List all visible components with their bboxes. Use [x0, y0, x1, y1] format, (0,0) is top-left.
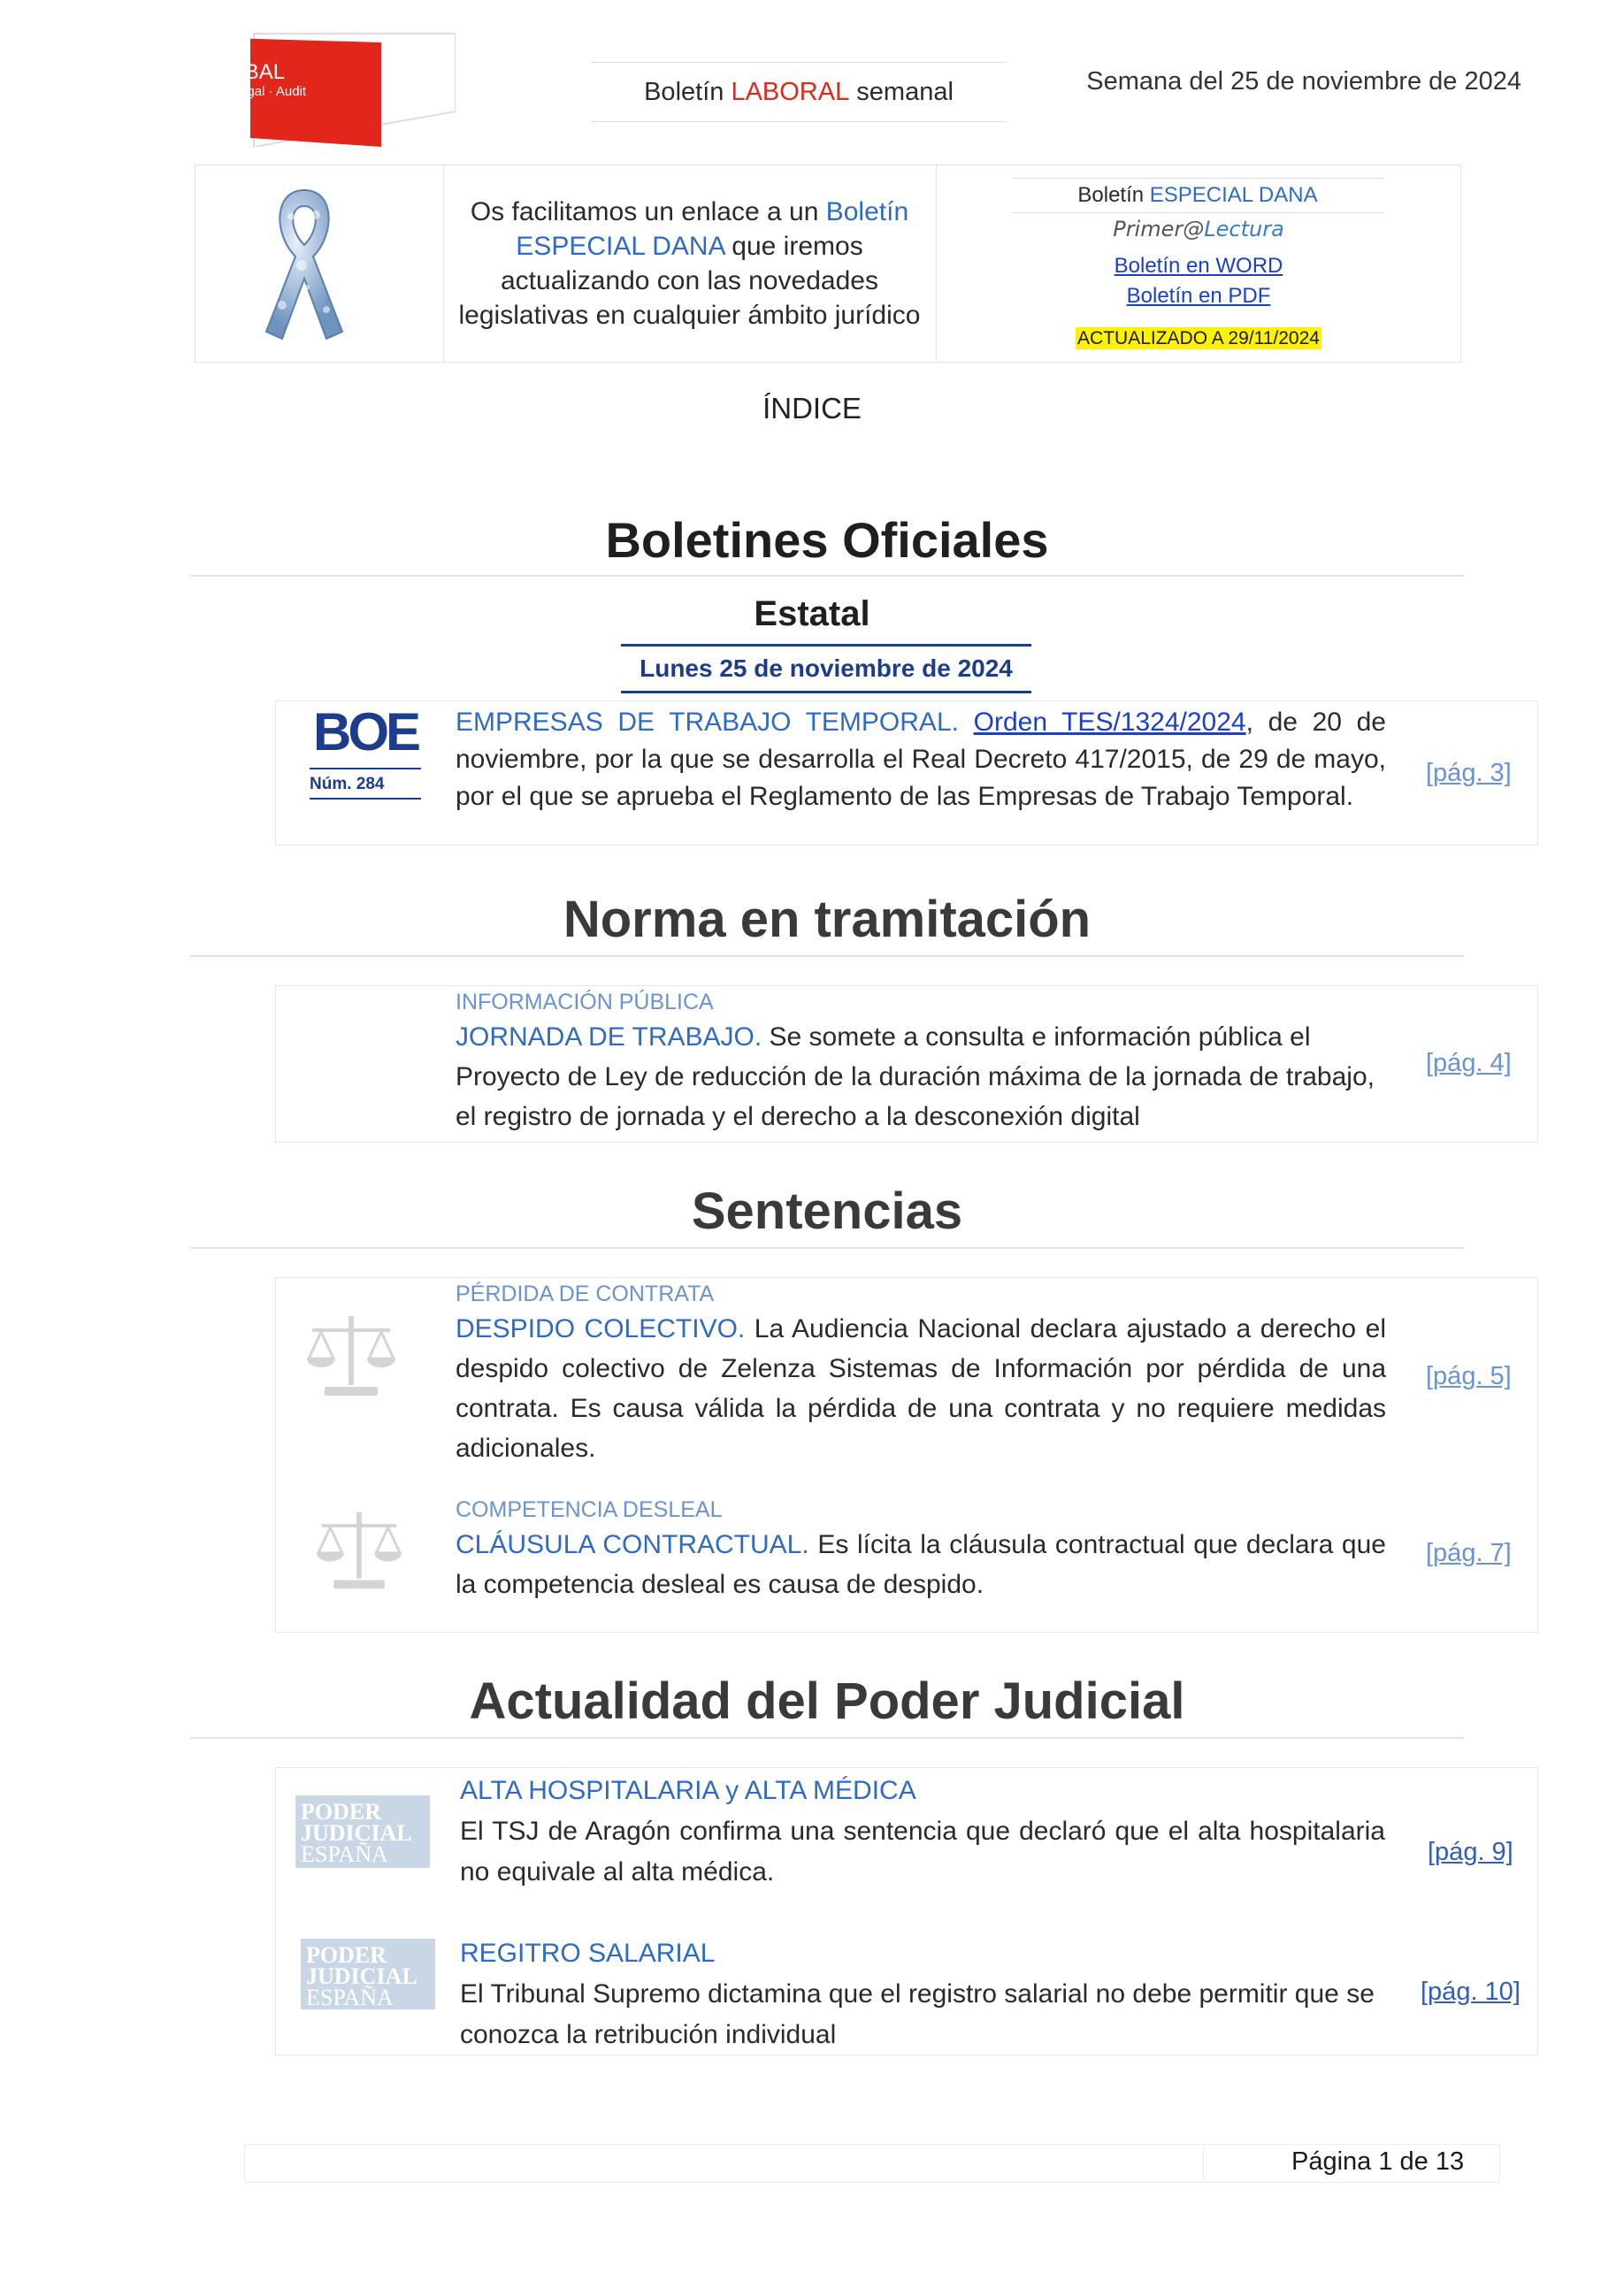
especial-dana-title: [1012, 178, 1383, 213]
entry-jornada-text: Se somete a consulta e información pública el Proyecto de Ley de reducción de la duración máxima de la jornada de trabajo, el registro de jornada y el derecho a la desconexión digital: [456, 1022, 1375, 1131]
entry-registro: [460, 1933, 1385, 2055]
pj-line3: ESPAÑA: [301, 1841, 388, 1867]
entry-ett-text: , de 20 de noviembre, por la que se desarrolla el Real Decreto 417/2015, de 29 de mayo, por el que se aprueba el Reglamento de las Empresas de Trabajo Temporal.: [456, 708, 1386, 811]
subsection-estatal: Estatal: [754, 594, 870, 633]
dana-links-cell: [937, 165, 1460, 362]
entry-despido-category: PÉRDIDA DE CONTRATA: [456, 1282, 715, 1306]
pj-line2: JUDICIAL: [306, 1963, 417, 1989]
pj-line2: JUDICIAL: [301, 1820, 412, 1846]
date-bar: Lunes 25 de noviembre de 2024: [621, 644, 1031, 693]
footer-divider: [1203, 2144, 1204, 2183]
boe-logo-text: BOE: [312, 706, 418, 759]
lectura-text: Lectura: [1204, 217, 1284, 241]
updated-badge: [937, 328, 1460, 349]
section-boletines-oficiales: Boletines Oficiales: [190, 506, 1464, 577]
page-link-4[interactable]: [pág. 4]: [1426, 1049, 1512, 1077]
ribbon-cell: [195, 165, 444, 362]
page-link-9[interactable]: [pág. 9]: [1428, 1838, 1513, 1866]
dana-description: [443, 165, 937, 362]
entry-despido-text: La Audiencia Nacional declara ajustado a derecho el despido colectivo de Zelenza Sistemas de Información por pérdida de una contrata. Es causa válida la pérdida de una contrata y no requiere medidas adicionales.: [456, 1314, 1386, 1463]
entry-alta-head: ALTA HOSPITALARIA y ALTA MÉDICA: [460, 1776, 916, 1805]
esp-blue: ESPECIAL DANA: [1149, 183, 1318, 207]
entry-clausula-text: Es lícita la cláusula contractual que declara que la competencia desleal es causa de despido.: [456, 1530, 1386, 1599]
word-link[interactable]: Boletín en WORD: [1114, 254, 1283, 278]
entry-registro-text: El Tribunal Supremo dictamina que el registro salarial no debe permitir que se conozca la retribución individual: [460, 1979, 1375, 2049]
entry-registro-head: REGITRO SALARIAL: [460, 1939, 716, 1968]
index-heading: ÍNDICE: [762, 392, 862, 425]
entry-jornada: [456, 987, 1386, 1137]
pj-line3: ESPAÑA: [306, 1985, 394, 2010]
poder-judicial-logo: [295, 1795, 430, 1868]
section-sentencias: Sentencias: [190, 1176, 1464, 1249]
page-link-3[interactable]: [pág. 3]: [1426, 759, 1512, 787]
esp-prefix: Boletín: [1077, 183, 1150, 207]
entry-clausula-category: COMPETENCIA DESLEAL: [456, 1497, 723, 1522]
entry-ett-head: EMPRESAS DE TRABAJO TEMPORAL.: [456, 708, 959, 737]
awareness-ribbon-icon: [256, 181, 353, 349]
logo-tagline: Tax · Legal · Audit: [200, 84, 307, 99]
entry-despido-head: DESPIDO COLECTIVO.: [456, 1314, 746, 1343]
dana-text-b: que iremos actualizando con las novedades legislativas en cualquier ámbito jurídico: [458, 232, 921, 330]
scales-of-justice-icon: [315, 1507, 403, 1592]
orden-link[interactable]: Orden TES/1324/2024: [973, 708, 1246, 737]
entry-jornada-category: INFORMACIÓN PÚBLICA: [456, 990, 714, 1014]
entry-despido: [456, 1279, 1386, 1468]
dana-text-a: Os facilitamos un enlace a un: [470, 197, 826, 226]
entry-clausula-head: CLÁUSULA CONTRACTUAL.: [456, 1530, 809, 1559]
pj-line1: PODER: [306, 1942, 387, 1968]
bulletin-prefix: Boletín: [644, 77, 732, 106]
primer-text: Primer@: [1113, 217, 1205, 241]
entry-jornada-head: JORNADA DE TRABAJO.: [456, 1022, 762, 1052]
pdf-link[interactable]: Boletín en PDF: [1126, 284, 1271, 308]
pj-line1: PODER: [301, 1799, 381, 1825]
bulletin-title: [591, 62, 1007, 122]
entry-alta: [460, 1771, 1385, 1893]
page-link-7[interactable]: [pág. 7]: [1426, 1539, 1512, 1567]
week-label: Semana del 25 de noviembre de 2024: [1086, 67, 1521, 96]
entry-clausula: [456, 1495, 1386, 1604]
bulletin-red: LABORAL: [731, 77, 850, 106]
dana-text-blue: Boletín ESPECIAL DANA: [516, 197, 909, 261]
section-poder-judicial: Actualidad del Poder Judicial: [190, 1666, 1464, 1739]
entry-alta-text: El TSJ de Aragón confirma una sentencia que declaró que el alta hospitalaria no equivale al alta médica.: [460, 1817, 1385, 1887]
poder-judicial-logo: [301, 1939, 435, 2009]
page-link-10[interactable]: [pág. 10]: [1421, 1978, 1521, 2006]
page-link-5[interactable]: [pág. 5]: [1426, 1362, 1512, 1390]
entry-ett: [456, 704, 1386, 815]
section-norma-tramitacion: Norma en tramitación: [190, 884, 1464, 957]
updated-text: ACTUALIZADO A 29/11/2024: [1077, 328, 1320, 348]
dana-info-table: [195, 165, 1461, 363]
logo-etl-text: ETL: [200, 34, 247, 61]
page-number: Página 1 de 13: [1291, 2147, 1465, 2176]
scales-of-justice-icon: [305, 1313, 397, 1397]
boe-number: Núm. 284: [310, 775, 385, 793]
primera-lectura-brand: [937, 217, 1460, 241]
logo-global-text: GLOBAL: [200, 60, 286, 84]
bulletin-suffix: semanal: [849, 77, 954, 106]
